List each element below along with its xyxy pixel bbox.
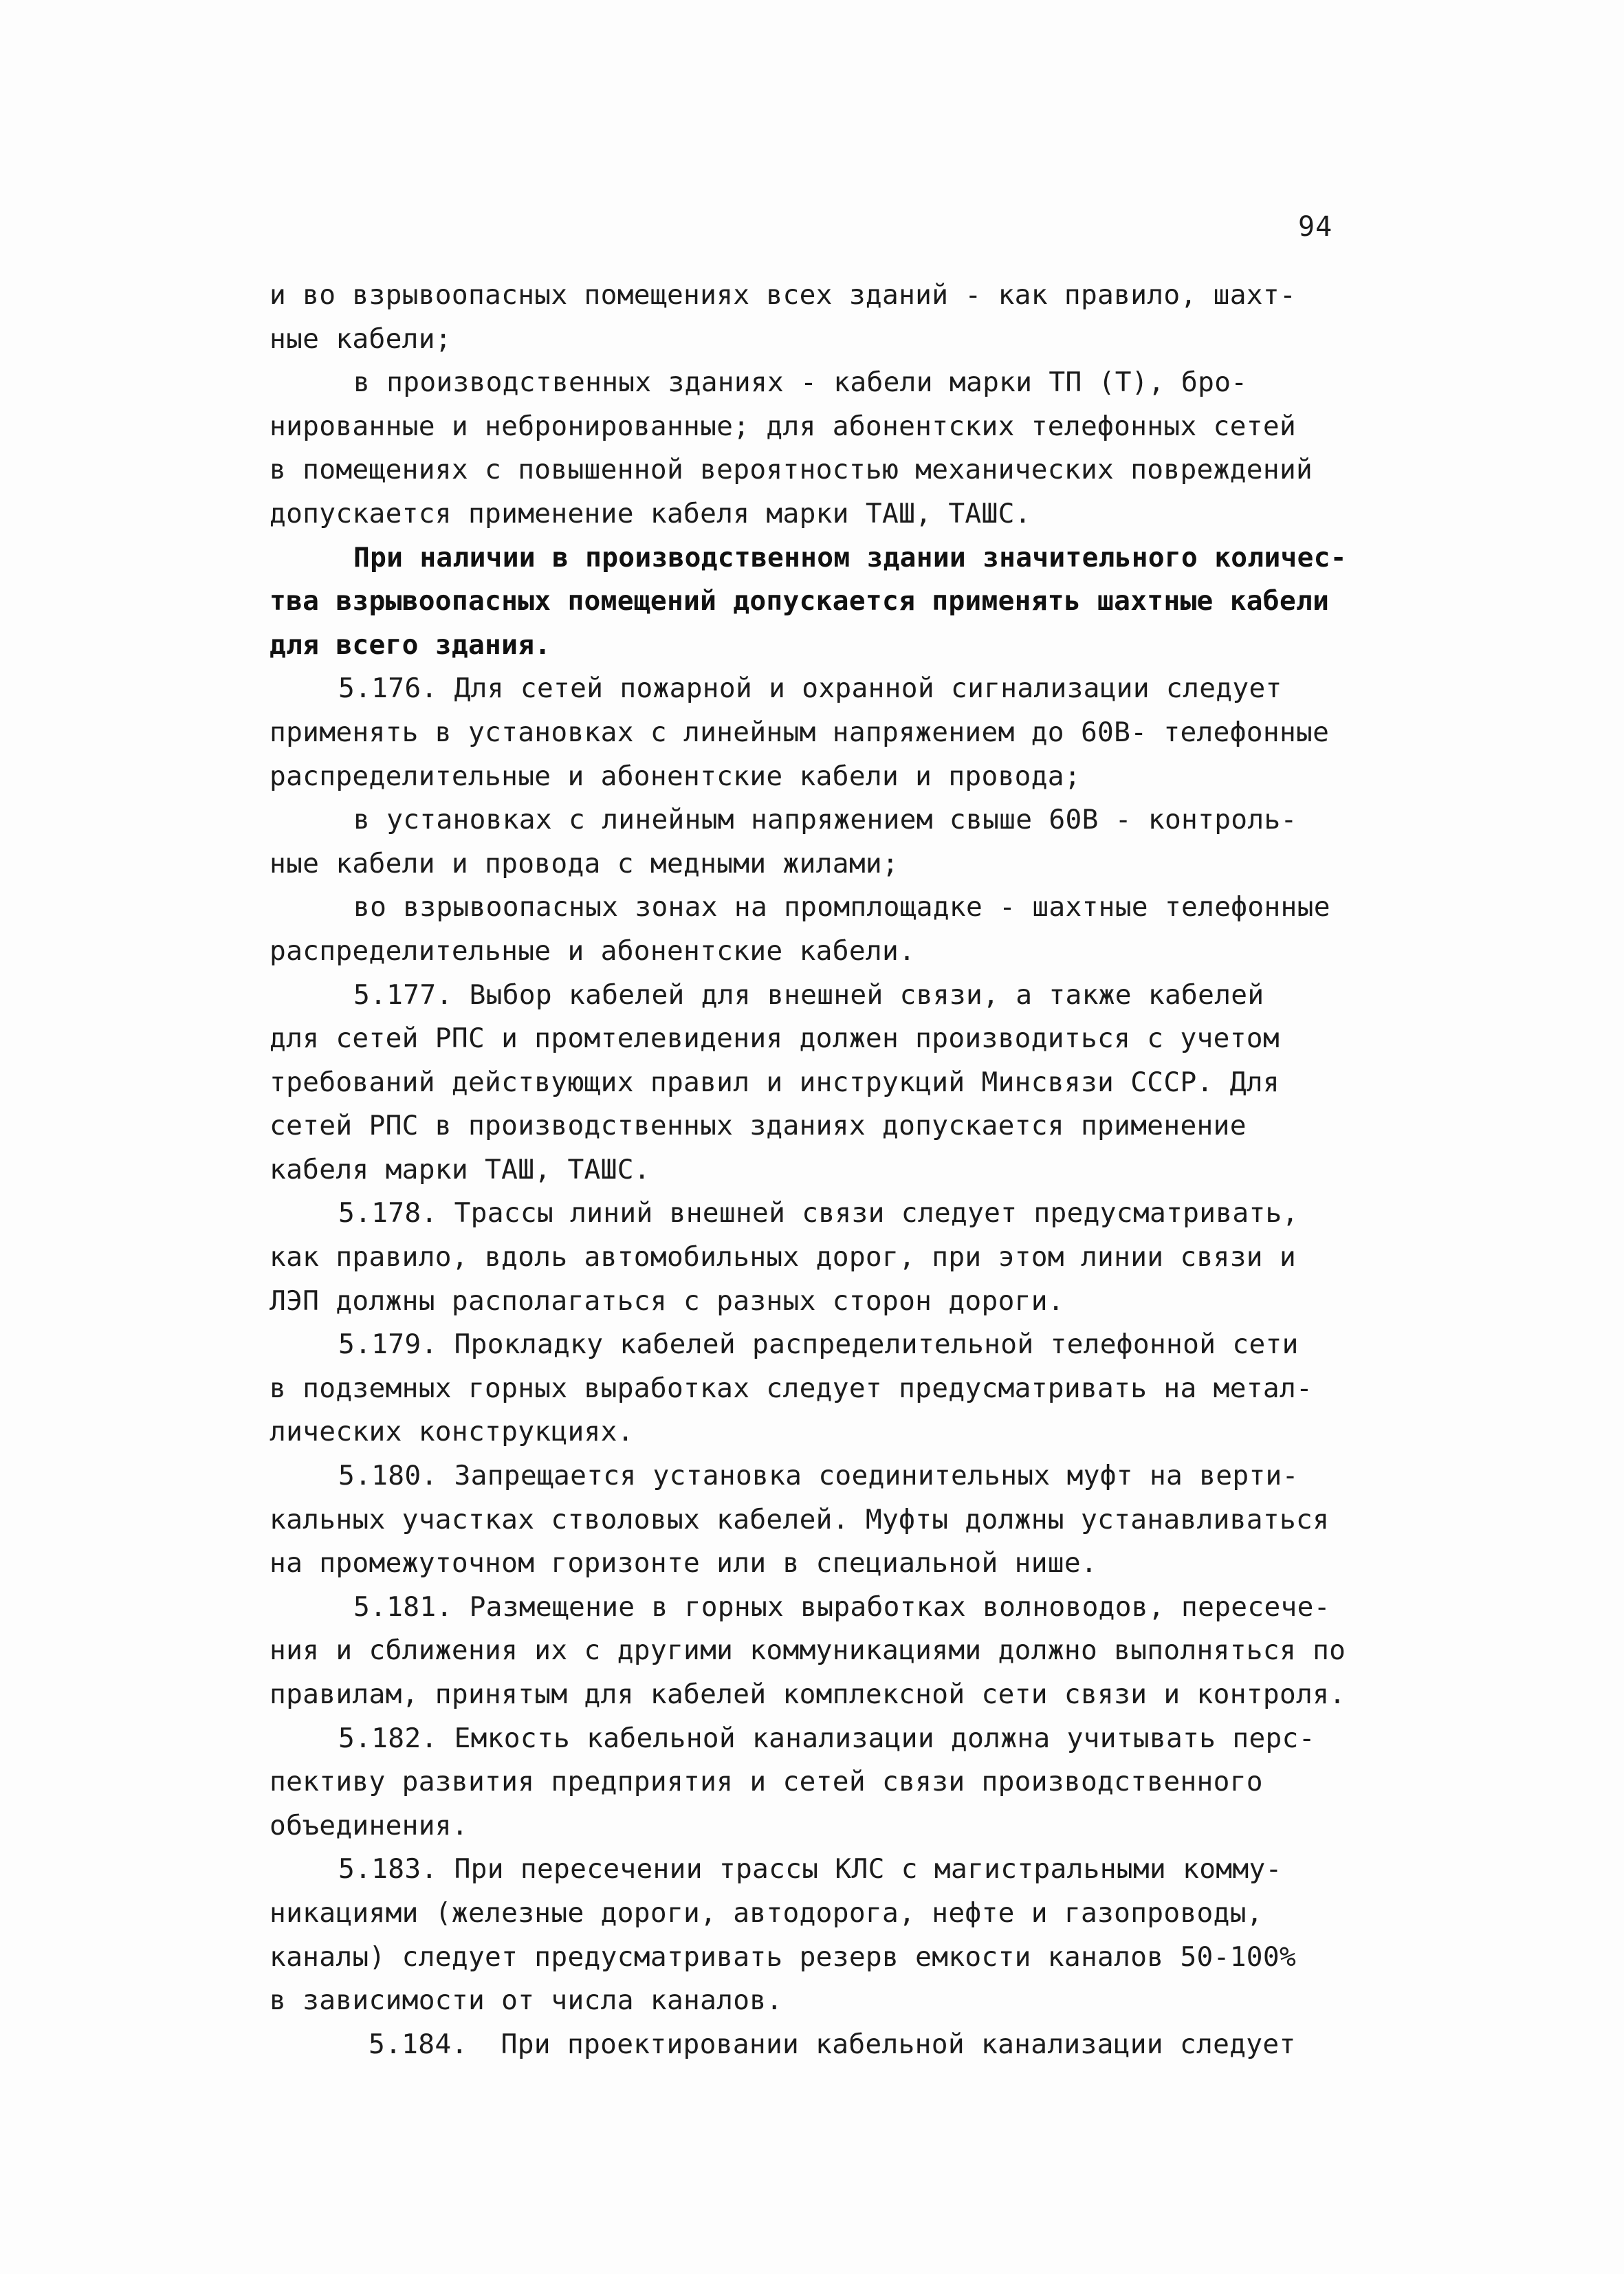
text-line: для всего здания.: [270, 628, 551, 661]
text-line: ния и сближения их с другими коммуникациями должно выполняться по: [270, 1635, 1346, 1667]
text-line: пективу развития предприятия и сетей связи производственного: [270, 1766, 1263, 1798]
text-line: 5.177. Выбор кабелей для внешней связи, а также кабелей: [353, 979, 1264, 1011]
text-line: распределительные и абонентские кабели и провода;: [270, 760, 1081, 792]
text-line: 5.181. Размещение в горных выработках волноводов, пересече-: [353, 1590, 1330, 1623]
text-line: каналы) следует предусматривать резерв емкости каналов 50-100%: [270, 1940, 1297, 1973]
text-line: требований действующих правил и инструкций Минсвязи СССР. Для: [270, 1066, 1280, 1098]
text-line: лических конструкциях.: [270, 1416, 634, 1448]
text-line: объединения.: [270, 1809, 468, 1841]
document-body: [270, 274, 1411, 2066]
text-line: ЛЭП должны располагаться с разных сторон дороги.: [270, 1284, 1064, 1317]
text-line: на промежуточном горизонте или в специальной нише.: [270, 1547, 1098, 1579]
text-line: При наличии в производственном здании значительного количес-: [353, 541, 1347, 573]
text-line: в зависимости от числа каналов.: [270, 1985, 783, 2017]
text-line: во взрывоопасных зонах на промплощадке - шахтные телефонные: [353, 891, 1330, 923]
text-line: для сетей РПС и промтелевидения должен производиться с учетом: [270, 1023, 1280, 1055]
text-line: 5.184. При проектировании кабельной канализации следует: [369, 2028, 1296, 2060]
text-line: 5.180. Запрещается установка соединительных муфт на верти-: [338, 1460, 1299, 1492]
text-line: ные кабели и провода с медными жилами;: [270, 847, 899, 879]
text-line: в производственных зданиях - кабели марки ТП (Т), бро-: [353, 367, 1248, 399]
text-line: 5.183. При пересечении трассы КЛС с магистральными комму-: [338, 1853, 1282, 1885]
text-line: в подземных горных выработках следует предусматривать на метал-: [270, 1372, 1313, 1404]
text-line: кальных участках стволовых кабелей. Муфты должны устанавливаться: [270, 1503, 1330, 1535]
text-line: распределительные и абонентские кабели.: [270, 934, 916, 967]
text-line: 5.182. Емкость кабельной канализации должна учитывать перс-: [338, 1722, 1315, 1754]
text-line: в установках с линейным напряжением свыше 60В - контроль-: [353, 804, 1297, 836]
text-line: 5.176. Для сетей пожарной и охранной сигнализации следует: [338, 673, 1282, 705]
text-line: тва взрывоопасных помещений допускается применять шахтные кабели: [270, 585, 1330, 617]
text-line: и во взрывоопасных помещениях всех зданий - как правило, шахт-: [270, 279, 1297, 311]
text-line: применять в установках с линейным напряжением до 60В- телефонные: [270, 716, 1330, 748]
text-line: в помещениях с повышенной вероятностью механических повреждений: [270, 454, 1313, 486]
text-line: никациями (железные дороги, автодорога, нефте и газопроводы,: [270, 1896, 1263, 1929]
text-line: 5.179. Прокладку кабелей распределительной телефонной сети: [338, 1329, 1299, 1361]
text-line: как правило, вдоль автомобильных дорог, при этом линии связи и: [270, 1241, 1297, 1273]
text-line: 5.178. Трассы линий внешней связи следует предусматривать,: [338, 1197, 1299, 1229]
page-number: 94: [1298, 211, 1333, 243]
text-line: нированные и небронированные; для абонентских телефонных сетей: [270, 410, 1297, 442]
text-line: кабеля марки ТАШ, ТАШС.: [270, 1153, 650, 1185]
text-line: ные кабели;: [270, 322, 452, 355]
text-line: правилам, принятым для кабелей комплексной сети связи и контроля.: [270, 1679, 1346, 1710]
text-line: допускается применение кабеля марки ТАШ, ТАШС.: [270, 497, 1031, 529]
text-line: сетей РПС в производственных зданиях допускается применение: [270, 1110, 1247, 1142]
